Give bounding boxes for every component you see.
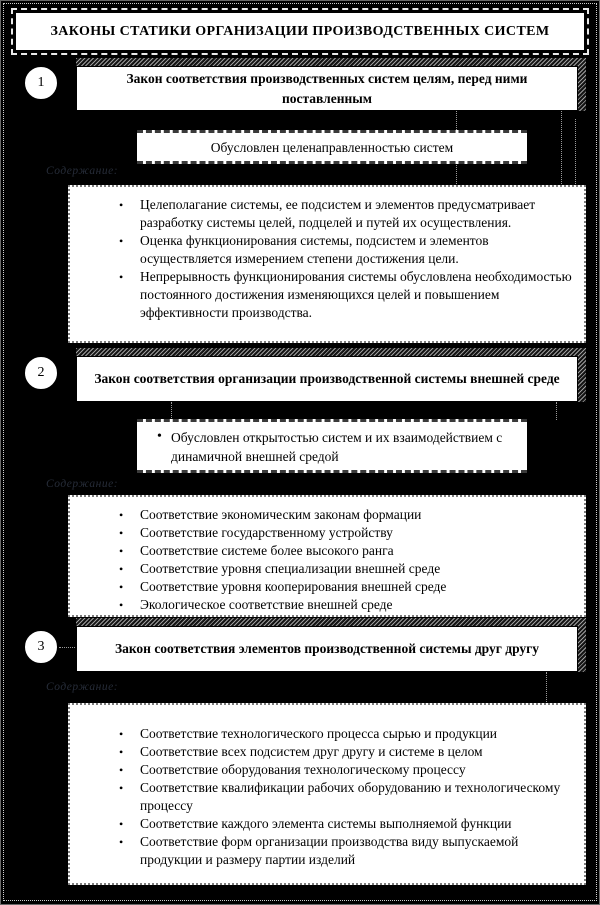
section-1-law-box — [76, 66, 578, 111]
section-1-content-label: Содержание: — [46, 165, 119, 177]
list-item: • Соответствие уровня специализации внешней среде — [114, 560, 572, 578]
section-1-item-list — [70, 187, 584, 328]
list-item: • Соответствие государственному устройству — [114, 524, 572, 542]
list-item: • Оценка функционирования системы, подсистем и элементов осуществляется измерением степени достижения цели. — [114, 232, 572, 268]
section-2-number-badge — [23, 355, 59, 391]
list-item: • Соответствие каждого элемента системы выполняемой функции — [114, 815, 572, 833]
list-item: • Соответствие форм организации производства виду выпускаемой продукции и размеру партии изделий — [114, 833, 572, 869]
section-2-law-text: Закон соответствия организации производственной системы внешней среде — [94, 371, 560, 386]
section-1-number: 1 — [37, 75, 45, 90]
section-1-cause-box — [137, 130, 527, 164]
section-3-number: 3 — [37, 639, 45, 654]
section-2-cause-box — [137, 419, 527, 473]
section-2-law-box — [76, 356, 578, 402]
section-2-number: 2 — [37, 365, 45, 380]
diagram-title-box — [14, 11, 586, 52]
section-1-content-box — [68, 185, 586, 343]
list-item: • Целеполагание системы, ее подсистем и элементов предусматривает разработку системы целей, подцелей и путей их осуществления. — [114, 196, 572, 232]
section-3-content-label: Содержание: — [46, 681, 119, 693]
section-3-law-box — [76, 626, 578, 672]
bullet-icon: • — [157, 429, 162, 444]
list-item: • Соответствие системе более высокого ранга — [114, 542, 572, 560]
section-2-content-label: Содержание: — [46, 478, 119, 490]
section-1-number-badge — [23, 65, 59, 101]
list-item: • Непрерывность функционирования системы обусловлена необходимостью постоянного достижения изменяющихся целей и повышением эффективности производства. — [114, 268, 572, 322]
diagram-title: ЗАКОНЫ СТАТИКИ ОРГАНИЗАЦИИ ПРОИЗВОДСТВЕННЫХ СИСТЕМ — [50, 23, 550, 39]
list-item: • Экологическое соответствие внешней среде — [114, 596, 572, 614]
section-1-cause-text: Обусловлен целенаправленностью систем — [210, 139, 454, 155]
list-item: • Соответствие экономическим законам формации — [114, 506, 572, 524]
connector-line — [556, 402, 557, 420]
list-item: • Соответствие всех подсистем друг другу и системе в целом — [114, 743, 572, 761]
section-3-law-text: Закон соответствия элементов производственной системы друг другу — [114, 641, 540, 656]
list-item: • Соответствие уровня кооперирования внешней среде — [114, 578, 572, 596]
connector-line — [561, 111, 562, 186]
section-2-content-box — [68, 495, 586, 617]
section-2-cause-text: Обусловлен открытостью систем и их взаимодействием с динамичной внешней средой — [171, 430, 503, 464]
section-3-item-list — [70, 705, 584, 875]
section-2-law-shadow — [76, 348, 586, 402]
connector-line — [171, 402, 172, 420]
list-item: • Соответствие квалификации рабочих оборудованию и технологическому процессу — [114, 779, 572, 815]
section-1-law-shadow — [76, 58, 586, 111]
section-3-number-badge — [23, 629, 59, 665]
list-item: • Соответствие оборудования технологическому процессу — [114, 761, 572, 779]
section-1-law-text: Закон соответствия производственных систем целям, перед ними поставленным — [126, 70, 528, 106]
list-item: • Соответствие технологического процесса сырью и продукции — [114, 725, 572, 743]
connector-line — [575, 119, 576, 186]
section-3-law-shadow — [76, 618, 586, 672]
connector-line — [546, 672, 547, 704]
section-3-content-box — [68, 703, 586, 885]
section-2-item-list — [70, 497, 584, 620]
connector-line — [59, 647, 77, 648]
